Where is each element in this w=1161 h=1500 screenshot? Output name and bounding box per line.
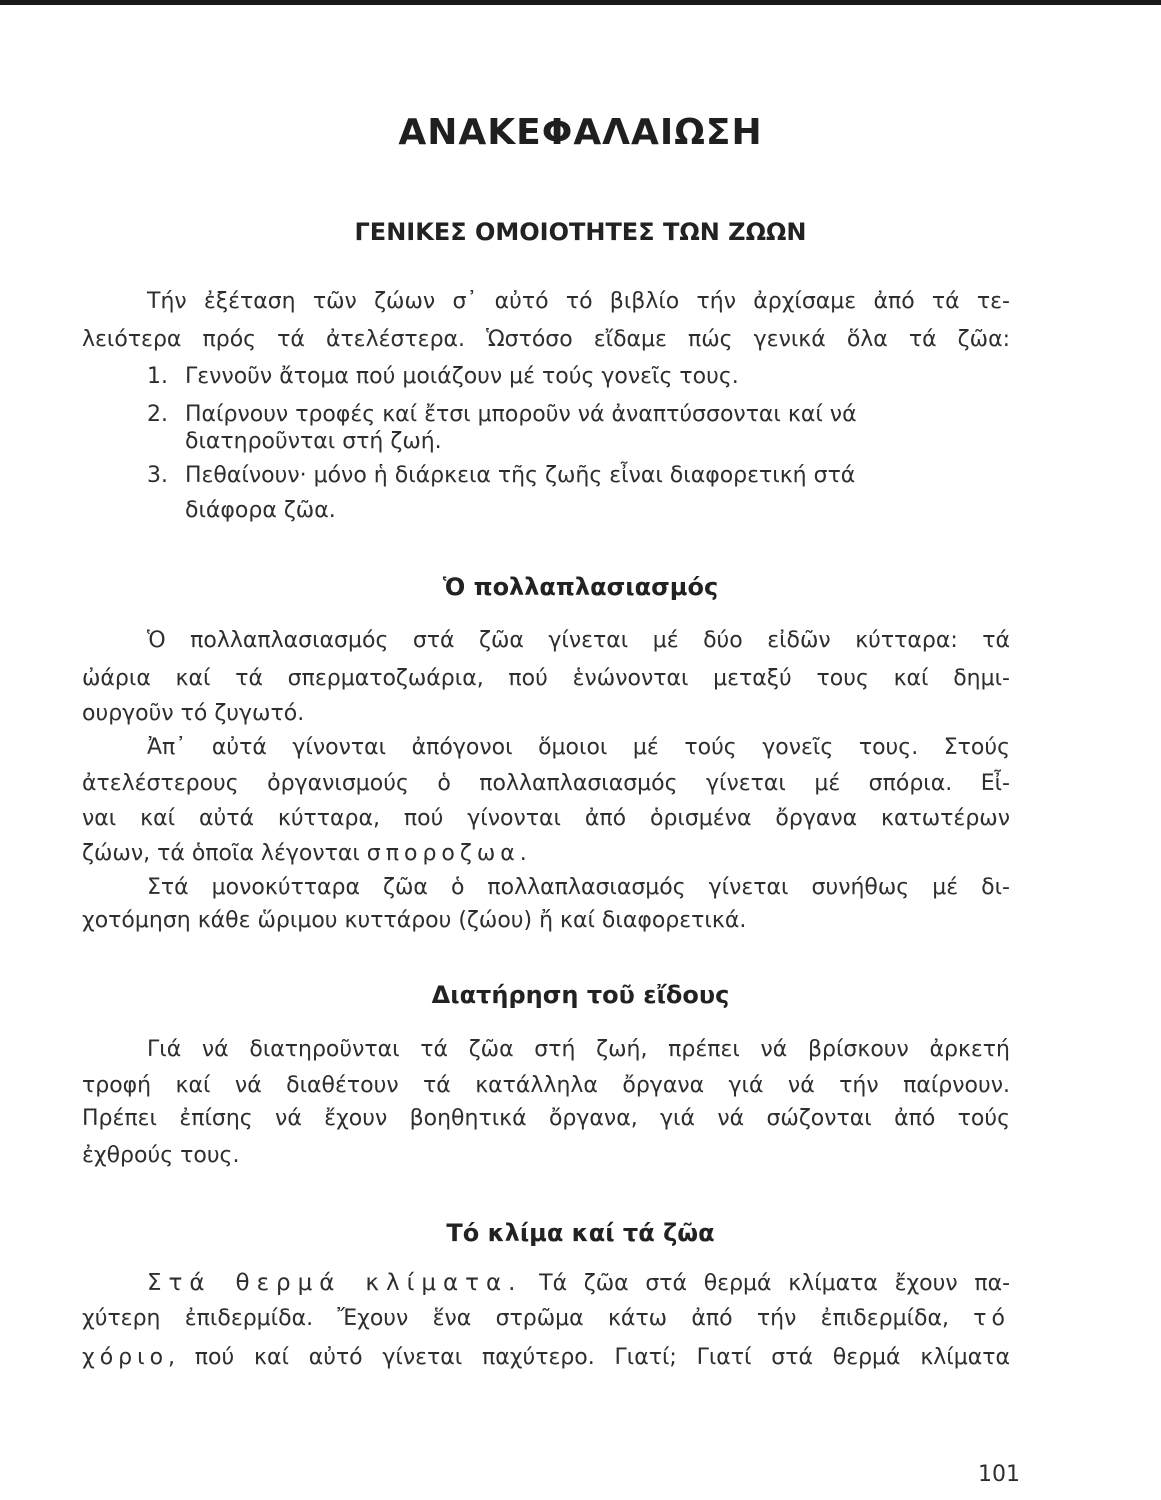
line-text: χύτερη ἐπιδερμίδα. Ἔχουν ἕνα στρῶμα κάτω ἀπό τήν ἐπιδερμίδα, <box>82 1306 974 1331</box>
page-number: 101 <box>978 1462 1020 1487</box>
list-item-continuation: διατηροῦνται στή ζωή. <box>185 429 442 454</box>
paragraph-line <box>82 1268 1010 1299</box>
paragraph-line: Γιά νά διατηροῦνται τά ζῶα στή ζωή, πρέπει νά βρίσκουν ἀρκετή <box>147 1037 1010 1062</box>
list-number: 3. <box>147 463 168 488</box>
paragraph-line: Ἀπ᾽ αὐτά γίνονται ἀπόγονοι ὅμοιοι μέ τούς γονεῖς τους. Στούς <box>147 735 1010 760</box>
paragraph-line: τροφή καί νά διαθέτουν τά κατάλληλα ὄργανα γιά νά τήν παίρνουν. <box>82 1073 1010 1098</box>
list-item-text: Γεννοῦν ἄτομα πού μοιάζουν μέ τούς γονεῖς τους. <box>185 364 739 389</box>
paragraph-line: λειότερα πρός τά ἀτελέστερα. Ὡστόσο εἴδαμε πώς γενικά ὅλα τά ζῶα: <box>82 327 1010 352</box>
line-text: ζώων, τά ὁποῖα λέγονται <box>82 841 367 866</box>
emphasized-term: τό <box>973 1306 1010 1331</box>
list-number: 2. <box>147 402 168 427</box>
paragraph-line: ὠάρια καί τά σπερματοζωάρια, πού ἑνώνονται μεταξύ τους καί δημι- <box>82 666 1010 691</box>
section-heading-multiplication: Ὁ πολλαπλασιασμός <box>442 573 719 601</box>
emphasized-term: σποροζωα. <box>366 841 532 866</box>
list-item <box>147 461 855 491</box>
line-text: Τά ζῶα στά θερμά κλίματα ἔχουν πα- <box>522 1271 1011 1296</box>
paragraph-line: Πρέπει ἐπίσης νά ἔχουν βοηθητικά ὄργανα, γιά νά σώζονται ἀπό τούς <box>82 1106 1010 1131</box>
list-item-text: Παίρνουν τροφές καί ἔτσι μποροῦν νά ἀναπτύσσονται καί νά <box>185 402 857 427</box>
list-item <box>147 362 739 392</box>
list-number: 1. <box>147 364 168 389</box>
paragraph-line <box>82 1304 1010 1334</box>
paragraph-line <box>82 839 1010 869</box>
paragraph-line: Τήν ἐξέταση τῶν ζώων σ᾽ αὐτό τό βιβλίο τήν ἀρχίσαμε ἀπό τά τε- <box>147 289 1010 314</box>
emphasized-term: χόριο <box>82 1345 169 1370</box>
list-item <box>147 400 1013 430</box>
paragraph-line: ναι καί αὐτά κύτταρα, πού γίνονται ἀπό ὁρισμένα ὄργανα κατωτέρων <box>82 806 1010 831</box>
section-heading-general-similarities: ΓΕΝΙΚΕΣ ΟΜΟΙΟΤΗΤΕΣ ΤΩΝ ΖΩΩΝ <box>354 218 807 246</box>
section-heading-climate-animals: Τό κλίμα καί τά ζῶα <box>446 1219 715 1247</box>
section-heading-species-preservation: Διατήρηση τοῦ εἴδους <box>431 981 730 1009</box>
paragraph-line: ἐχθρούς τους. <box>82 1143 240 1168</box>
paragraph-line <box>82 1343 1010 1373</box>
paragraph-line: Στά μονοκύτταρα ζῶα ὁ πολλαπλασιασμός γίνεται συνήθως μέ δι- <box>147 875 1010 900</box>
page-title: ΑΝΑΚΕΦΑΛΑΙΩΣΗ <box>398 112 763 153</box>
paragraph-line: ἀτελέστερους ὀργανισμούς ὁ πολλαπλασιασμός γίνεται μέ σπόρια. Εἶ- <box>82 771 1010 796</box>
paragraph-line: ουργοῦν τό ζυγωτό. <box>82 701 305 726</box>
list-item-text: Πεθαίνουν· μόνο ἡ διάρκεια τῆς ζωῆς εἶναι διαφορετική στά <box>185 463 856 488</box>
paragraph-line: χοτόμηση κάθε ὥριμου κυττάρου (ζώου) ἤ καί διαφορετικά. <box>82 908 747 933</box>
list-item-continuation: διάφορα ζῶα. <box>185 498 336 523</box>
emphasized-term: Στά θερμά κλίματα. <box>147 1270 523 1296</box>
paragraph-line: Ὁ πολλαπλασιασμός στά ζῶα γίνεται μέ δύο εἰδῶν κύτταρα: τά <box>147 628 1010 653</box>
line-text: , πού καί αὐτό γίνεται παχύτερο. Γιατί; Γιατί στά θερμά κλίματα <box>168 1345 1010 1370</box>
